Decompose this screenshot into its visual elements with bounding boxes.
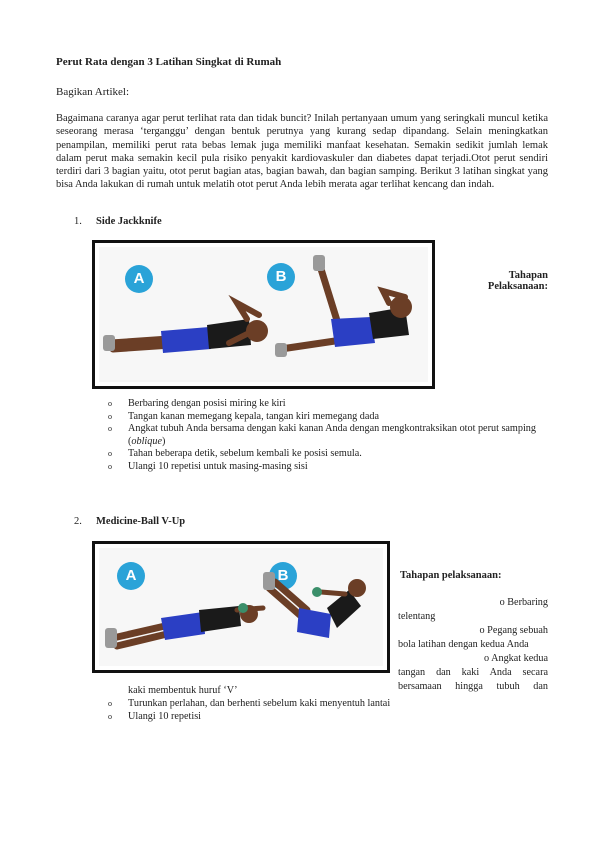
photo-background [99, 548, 383, 666]
continued-step-line: kaki membentuk huruf ‘V’ [128, 685, 238, 696]
steps-label-line1: Tahapan [508, 270, 548, 281]
side-step1-line2: telentang [398, 611, 436, 622]
side-steps-section2 [398, 596, 548, 694]
exercise-photo-v-up [92, 541, 390, 673]
exercise-photo-side-jackknife [92, 240, 435, 389]
list-item: o Turunkan perlahan, dan berhenti sebelum kaki menyentuh lantai [108, 698, 548, 711]
step-a-badge: A [125, 265, 153, 293]
side-step1-line1: o Berbaring [499, 597, 548, 608]
section-title: Medicine-Ball V-Up [96, 516, 186, 527]
step-b-badge: B [267, 263, 295, 291]
list-item: o Tahan beberapa detik, sebelum kembali ke posisi semula. [108, 448, 548, 461]
oblique-term: oblique [131, 435, 162, 447]
step-a-badge: A [117, 562, 145, 590]
list-item: o Ulangi 10 repetisi untuk masing-masing sisi [108, 461, 548, 474]
intro-paragraph: Bagaimana caranya agar perut terlihat rata dan tidak buncit? Inilah pertanyaan umum yang seringkali muncul ketika seseorang merasa ‘terganggu’ dengan bentuk perutnya yang kurang sedap dipandang. Selain meningkatkan penampilan, memiliki perut rata bebas lemak juga memiliki manfaat kesehatan. Semakin sedikit jumlah lemak dalam perut maka semakin kecil pula risiko penyakit kardiovaskuler dan diabetes dapat terjadi.Otot perut sendiri terdiri dari 3 bagian yaitu, otot perut bagian atas, bagian bawah, dan bagian samping. Berikut 3 latihan singkat yang bisa Anda lakukan di rumah untuk melatih otot perut Anda lebih merata agar terlihat kencang dan indah. [56, 113, 548, 191]
figure-a [105, 603, 263, 648]
share-label: Bagikan Artikel: [56, 86, 130, 98]
steps-list-section1 [108, 398, 548, 474]
list-item: o Angkat tubuh Anda bersama dengan kaki kanan Anda dengan mengkontraksikan otot perut samping (oblique) [108, 423, 548, 448]
figure-a [103, 303, 268, 353]
steps-label-section2: Tahapan pelaksanaan: [400, 570, 502, 581]
list-item: o Berbaring dengan posisi miring ke kiri [108, 398, 548, 411]
article-title: Perut Rata dengan 3 Latihan Singkat di Rumah [56, 56, 282, 68]
section-heading-v-up [74, 516, 185, 527]
side-step2-line2: bola latihan dengan kedua Anda [398, 639, 529, 650]
steps-list-section2 [108, 698, 548, 723]
side-step3-line2: tangan dan kaki Anda secara [398, 667, 548, 678]
side-step3-line1: o Angkat kedua [484, 653, 548, 664]
list-item: o Ulangi 10 repetisi [108, 711, 548, 724]
section-number: 2. [74, 516, 82, 527]
photo-background [99, 247, 428, 382]
figure-b [263, 572, 366, 638]
steps-label-line2: Pelaksanaan: [487, 281, 548, 292]
exercise-figures-illustration [99, 247, 432, 386]
list-item: o Tangan kanan memegang kepala, tangan kiri memegang dada [108, 411, 548, 424]
exercise-figures-illustration [99, 548, 387, 670]
section-heading-side-jackknife [74, 216, 162, 227]
section-number: 1. [74, 216, 82, 227]
section-title: Side Jackknife [96, 216, 162, 227]
side-step2-line1: o Pegang sebuah [479, 625, 548, 636]
steps-label-section1 [440, 270, 548, 292]
step-b-badge: B [269, 562, 297, 590]
side-step3-line3: bersamaan hingga tubuh dan [398, 681, 548, 692]
figure-b [275, 255, 412, 357]
